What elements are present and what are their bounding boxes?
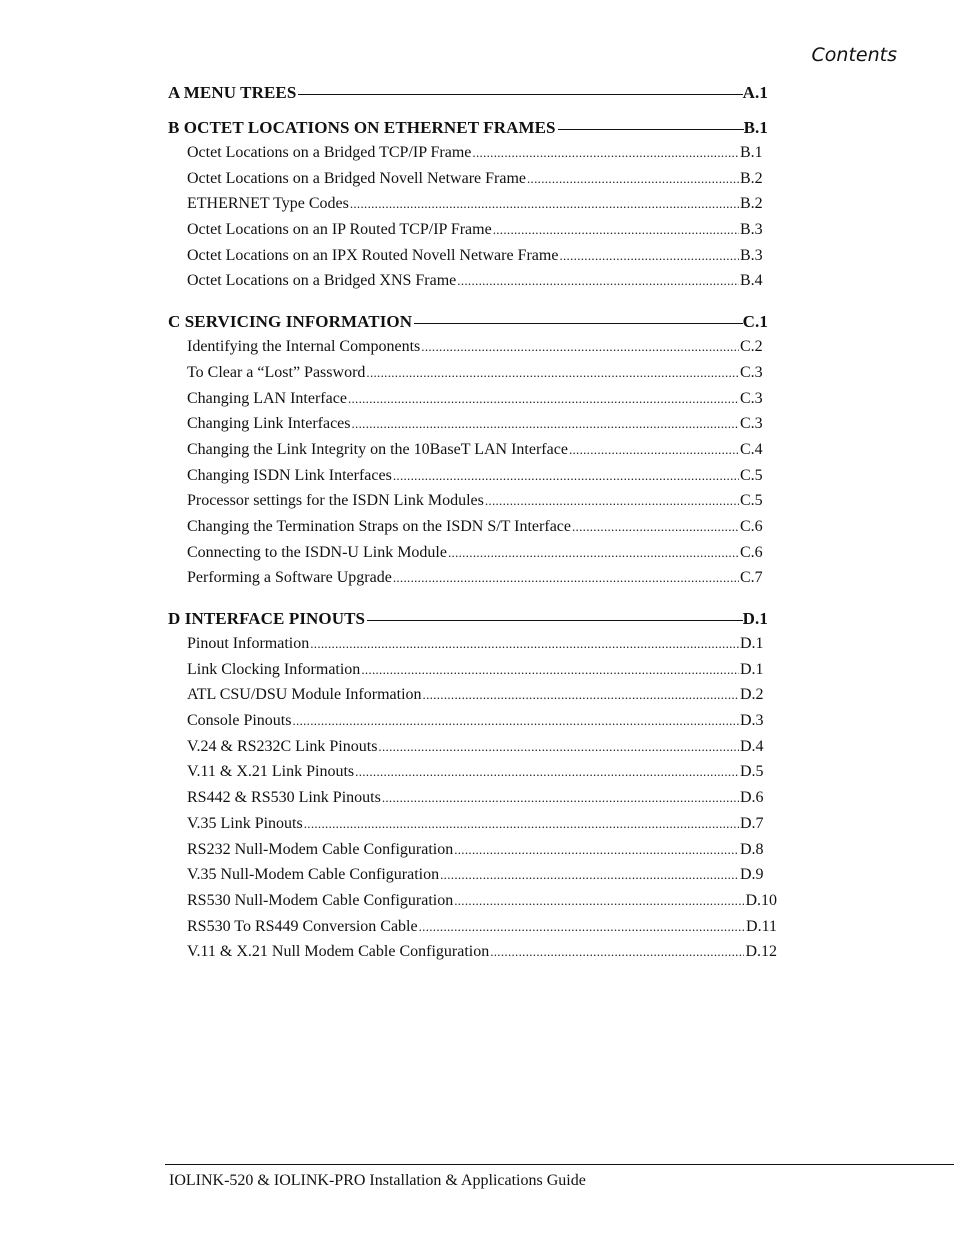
toc-section-title: D INTERFACE PINOUTS — [168, 609, 366, 628]
toc-subentry-title: To Clear a “Lost” Password — [187, 363, 366, 381]
toc-subentry[interactable] — [187, 144, 768, 170]
toc-dot-leader — [493, 222, 739, 238]
toc-subentry-title: Octet Locations on a Bridged TCP/IP Frame — [187, 144, 472, 161]
toc-subentry-title: Octet Locations on a Bridged Novell Netware Frame — [187, 169, 526, 187]
toc-subentry-page: D.5 — [740, 763, 764, 781]
toc-subentry-page: D.9 — [740, 866, 764, 884]
toc-subentry[interactable] — [187, 943, 777, 969]
toc-subentry-page: C.4 — [740, 440, 763, 458]
toc-subentry[interactable] — [187, 866, 768, 892]
toc-subentry[interactable] — [187, 338, 768, 364]
toc-subentry-page: B.1 — [740, 144, 763, 161]
toc-dot-leader — [348, 391, 739, 407]
toc-subentry[interactable] — [187, 712, 768, 738]
toc-section-entry[interactable] — [168, 609, 768, 630]
toc-leader-line — [367, 620, 743, 621]
toc-subentry-list — [168, 338, 768, 595]
toc-subentry-title: RS442 & RS530 Link Pinouts — [187, 789, 381, 807]
toc-section-page: D.1 — [742, 609, 768, 628]
toc-subentry[interactable] — [187, 686, 768, 712]
toc-subentry-page: C.3 — [740, 415, 763, 433]
toc-dot-leader — [472, 145, 739, 161]
toc-section-entry[interactable] — [168, 83, 768, 104]
toc-section-page: B.1 — [743, 118, 768, 137]
toc-subentry-title: V.11 & X.21 Link Pinouts — [187, 763, 355, 781]
toc-dot-leader — [421, 339, 739, 355]
toc-section-entry[interactable] — [168, 312, 768, 333]
toc-subentry[interactable] — [187, 518, 768, 544]
toc-subentry-title: RS232 Null-Modem Cable Configuration — [187, 840, 454, 858]
toc-subentry-title: Link Clocking Information — [187, 660, 361, 678]
toc-dot-leader — [355, 764, 739, 780]
toc-subentry[interactable] — [187, 390, 768, 416]
toc-subentry-title: Changing LAN Interface — [187, 389, 347, 407]
toc-dot-leader — [292, 713, 739, 729]
toc-dot-leader — [572, 519, 739, 535]
toc-subentry-page: C.6 — [740, 543, 763, 561]
toc-dot-leader — [304, 816, 739, 832]
toc-subentry-title: Performing a Software Upgrade — [187, 569, 392, 587]
toc-dot-leader — [457, 273, 739, 289]
toc-subentry-page: D.1 — [740, 635, 764, 652]
toc-subentry[interactable] — [187, 815, 768, 841]
toc-section-title: A MENU TREES — [168, 83, 297, 102]
toc-subentry[interactable] — [187, 247, 768, 273]
toc-subentry-title: Changing ISDN Link Interfaces — [187, 466, 392, 484]
toc-subentry[interactable] — [187, 661, 768, 687]
toc-subentry-title: Pinout Information — [187, 635, 310, 652]
toc-subentry-page: B.2 — [740, 195, 763, 213]
toc-subentry[interactable] — [187, 544, 768, 570]
toc-subentry-title: Octet Locations on an IPX Routed Novell Netware Frame — [187, 246, 559, 264]
toc-dot-leader — [454, 893, 744, 909]
toc-subentry-title: RS530 Null-Modem Cable Configuration — [187, 891, 454, 909]
toc-dot-leader — [569, 442, 739, 458]
toc-subentry-page: C.6 — [740, 517, 763, 535]
toc-subentry[interactable] — [187, 738, 768, 764]
toc-subentry-title: Console Pinouts — [187, 712, 292, 730]
toc-subentry[interactable] — [187, 195, 768, 221]
toc-subentry[interactable] — [187, 492, 768, 518]
toc-subentry[interactable] — [187, 789, 768, 815]
toc-subentry-page: D.8 — [740, 840, 764, 858]
toc-subentry-list — [168, 144, 768, 298]
toc-subentry-page: C.5 — [740, 492, 763, 510]
toc-subentry-page: B.3 — [740, 221, 763, 239]
toc-subentry-page: B.2 — [740, 169, 763, 187]
toc-leader-line — [414, 323, 743, 324]
toc-dot-leader — [419, 919, 745, 935]
toc-dot-leader — [454, 842, 739, 858]
toc-subentry[interactable] — [187, 891, 777, 918]
toc-subentry-title: Connecting to the ISDN-U Link Module — [187, 543, 447, 561]
toc-subentry-page: D.10 — [745, 891, 777, 909]
toc-subentry[interactable] — [187, 441, 768, 467]
toc-subentry-page: C.7 — [740, 569, 763, 587]
toc-dot-leader — [527, 171, 739, 187]
toc-section-entry[interactable] — [168, 118, 768, 139]
toc-subentry-title: ETHERNET Type Codes — [187, 195, 349, 213]
toc-subentry-title: RS530 To RS449 Conversion Cable — [187, 917, 418, 935]
toc-dot-leader — [352, 416, 740, 432]
toc-leader-line — [298, 94, 742, 95]
toc-subentry[interactable] — [187, 467, 768, 493]
toc-subentry-page: B.3 — [740, 246, 763, 264]
toc-subentry[interactable] — [187, 841, 768, 867]
toc-section-page: A.1 — [742, 83, 768, 102]
toc-subentry[interactable] — [187, 221, 768, 247]
toc-subentry-page: D.3 — [740, 712, 764, 730]
toc-dot-leader — [559, 248, 739, 264]
toc-section-title: C SERVICING INFORMATION — [168, 312, 413, 332]
toc-subentry-page: C.5 — [740, 466, 763, 484]
footer-text: IOLINK-520 & IOLINK-PRO Installation & Applications Guide — [169, 1172, 586, 1189]
toc-subentry-title: Changing the Termination Straps on the ISDN S/T Interface — [187, 517, 571, 535]
toc-subentry-page: D.11 — [746, 917, 777, 935]
table-of-contents — [168, 83, 777, 969]
toc-subentry-title: Changing the Link Integrity on the 10BaseT LAN Interface — [187, 440, 568, 458]
toc-subentry-page: C.3 — [740, 363, 763, 381]
toc-subentry[interactable] — [187, 364, 768, 390]
toc-dot-leader — [382, 790, 739, 806]
toc-dot-leader — [310, 636, 739, 652]
toc-dot-leader — [393, 570, 739, 586]
toc-subentry-title: Processor settings for the ISDN Link Modules — [187, 492, 484, 510]
toc-dot-leader — [440, 867, 739, 883]
toc-subentry-title: Octet Locations on a Bridged XNS Frame — [187, 272, 457, 290]
toc-subentry-page: D.7 — [740, 814, 764, 832]
toc-subentry-page: D.1 — [740, 660, 764, 678]
toc-subentry-list — [168, 635, 777, 969]
toc-subentry-page: D.6 — [740, 789, 764, 807]
toc-subentry-title: ATL CSU/DSU Module Information — [187, 686, 422, 704]
toc-leader-line — [558, 129, 744, 130]
toc-subentry-title: V.35 Null-Modem Cable Configuration — [187, 866, 440, 884]
toc-subentry-page: B.4 — [740, 272, 763, 290]
toc-dot-leader — [350, 196, 739, 212]
toc-subentry[interactable] — [187, 569, 768, 595]
toc-dot-leader — [393, 468, 739, 484]
toc-dot-leader — [361, 662, 739, 678]
toc-dot-leader — [448, 545, 739, 561]
toc-subentry-title: Identifying the Internal Components — [187, 338, 421, 356]
toc-subentry-page: C.2 — [740, 338, 763, 356]
toc-section-title: B OCTET LOCATIONS ON ETHERNET FRAMES — [168, 118, 556, 137]
toc-subentry-title: V.24 & RS232C Link Pinouts — [187, 737, 378, 755]
toc-subentry-page: D.4 — [740, 737, 764, 755]
toc-subentry-page: D.12 — [745, 943, 777, 961]
toc-dot-leader — [366, 365, 739, 381]
toc-subentry[interactable] — [187, 763, 768, 789]
toc-dot-leader — [423, 687, 739, 703]
toc-subentry-title: Octet Locations on an IP Routed TCP/IP Frame — [187, 221, 492, 239]
toc-section-page: C.1 — [742, 312, 768, 332]
toc-dot-leader — [378, 739, 739, 755]
toc-subentry[interactable] — [187, 917, 777, 944]
page-header-title: Contents — [811, 44, 897, 66]
toc-subentry-title: Changing Link Interfaces — [187, 415, 351, 433]
toc-subentry-page: C.3 — [740, 389, 763, 407]
toc-subentry-title: V.35 Link Pinouts — [187, 814, 303, 832]
toc-dot-leader — [490, 944, 744, 960]
toc-dot-leader — [485, 493, 739, 509]
toc-subentry[interactable] — [187, 415, 768, 441]
toc-subentry[interactable] — [187, 170, 768, 196]
footer-divider — [165, 1164, 954, 1165]
toc-subentry-page: D.2 — [740, 686, 764, 704]
toc-subentry[interactable] — [187, 635, 768, 661]
toc-subentry-title: V.11 & X.21 Null Modem Cable Configuration — [187, 943, 490, 961]
toc-subentry[interactable] — [187, 272, 768, 298]
